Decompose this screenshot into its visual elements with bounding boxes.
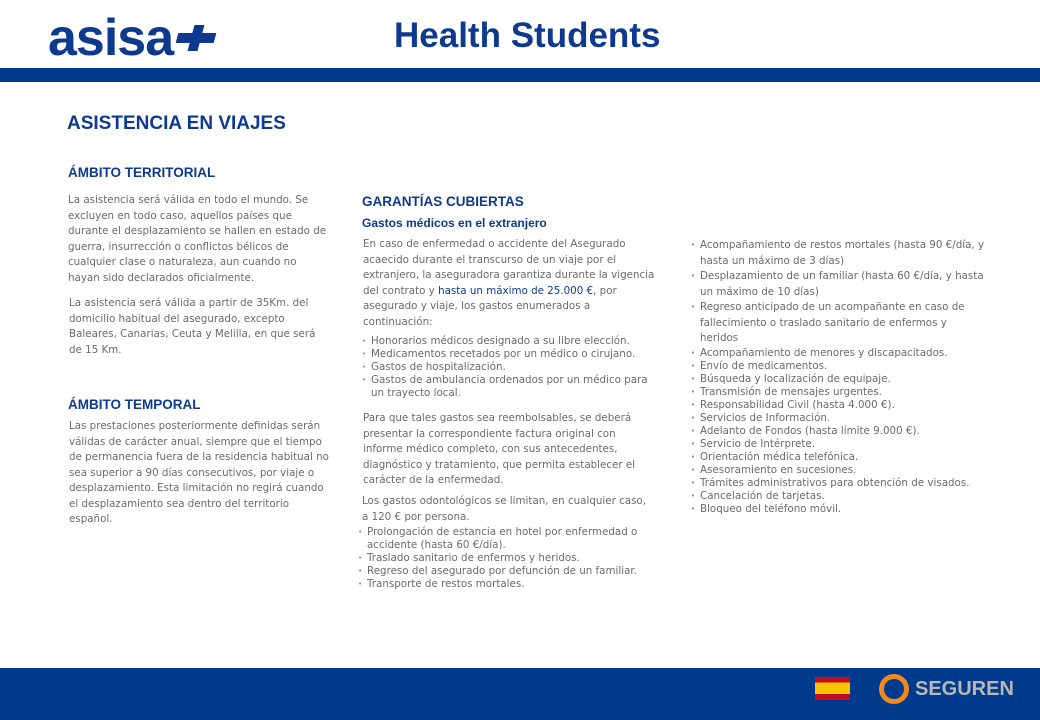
list-item: • Orientación médica telefónica.	[691, 451, 986, 464]
list-item: • Acompañamiento de restos mortales (hasta 90 €/día, y hasta un máximo de 3 días)	[691, 238, 986, 269]
list-item: • Servicio de Intérprete.	[691, 438, 986, 451]
ambito-territorial-distance: La asistencia será válida a partir de 35Km. del domicilio habitual del asegurado, excepto Baleares, Canarias, Ceuta y Melilla, en que será de 15 Km.	[69, 297, 316, 356]
list-item: • Búsqueda y localización de equipaje.	[691, 373, 986, 386]
garantias-intro: En caso de enfermedad o accidente del Asegurado acaecido durante el transcurso de un viaje por el extranjero, la aseguradora garantiza durante la vigencia del contrato y hasta un máximo de 25.000 €, por asegurado y viaje, los gastos enumerados a continuación:	[363, 238, 655, 328]
list-item: • Gastos de ambulancia ordenados por un médico para un trayecto local.	[362, 374, 652, 400]
odontologicos-text: Los gastos odontológicos se limitan, en cualquier caso, a 120 € por persona.	[362, 495, 647, 523]
plus-icon	[177, 25, 215, 49]
list-item: • Traslado sanitario de enfermos y heridos.	[358, 552, 653, 565]
list-item: • Trámites administrativos para obtención de visados.	[691, 477, 986, 490]
list-item: • Gastos de hospitalización.	[362, 361, 652, 374]
list-item: • Transporte de restos mortales.	[358, 578, 653, 591]
ambito-temporal-text: Las prestaciones posteriormente definidas serán válidas de carácter anual, siempre que el tiempo de permanencia fuera de la residencia habitual no sea superior a 90 días consecutivos, por viaje o desplazamiento. Esta limitación no regirá cuando el desplazamiento sea dentro del territorio español.	[69, 420, 329, 525]
seguren-logo-text: SEGUREN	[915, 678, 1014, 700]
gastos-medicos-subheading: Gastos médicos en el extranjero	[362, 216, 547, 230]
list-item: • Bloqueo del teléfono móvil.	[691, 503, 986, 516]
header-bar	[0, 68, 1040, 82]
asisa-logo: asisa	[48, 14, 215, 62]
list-item: • Servicios de Información.	[691, 412, 986, 425]
ambito-territorial-text: La asistencia será válida en todo el mundo. Se excluyen en todo caso, aquellos países que durante el desplazamiento se hallen en estado de guerra, insurrección o conflictos bélicos de cualquier clase o naturaleza, aun cuando no hayan sido declarados oficialmente.	[68, 194, 327, 284]
ambito-territorial-heading: ÁMBITO TERRITORIAL	[68, 165, 216, 180]
list-item: • Honorarios médicos designado a su libre elección.	[362, 335, 652, 348]
list-item: • Acompañamiento de menores y discapacitados.	[691, 347, 986, 360]
prestaciones-list	[358, 526, 653, 591]
list-item: • Adelanto de Fondos (hasta límite 9.000 €).	[691, 425, 986, 438]
list-item: • Prolongación de estancia en hotel por enfermedad o accidente (hasta 60 €/día).	[358, 526, 653, 552]
garantias-list	[691, 238, 986, 516]
list-item: • Desplazamiento de un familiar (hasta 60 €/día, y hasta un máximo de 10 días)	[691, 269, 986, 300]
header-title: Health Students	[394, 16, 661, 55]
garantias-heading: GARANTÍAS CUBIERTAS	[362, 194, 524, 209]
list-item: • Responsabilidad Civil (hasta 4.000 €).	[691, 399, 986, 412]
list-item: • Asesoramiento en sucesiones.	[691, 464, 986, 477]
seguren-logo-icon	[879, 674, 909, 704]
list-item: • Medicamentos recetados por un médico o cirujano.	[362, 348, 652, 361]
list-item: • Regreso anticipado de un acompañante en caso de fallecimiento o traslado sanitario de enfermos y heridos	[691, 300, 986, 347]
list-item: • Envío de medicamentos.	[691, 360, 986, 373]
reembolso-text: Para que tales gastos sea reembolsables, se deberá presentar la correspondiente factura original con informe médico completo, con sus antecedentes, diagnóstico y tratamiento, que permita establecer el carácter de la enfermedad.	[363, 412, 636, 486]
gastos-list	[362, 335, 652, 400]
list-item: • Cancelación de tarjetas.	[691, 490, 986, 503]
page-title: ASISTENCIA EN VIAJES	[67, 113, 286, 134]
ambito-temporal-heading: ÁMBITO TEMPORAL	[68, 397, 201, 412]
list-item: • Transmisión de mensajes urgentes.	[691, 386, 986, 399]
list-item: • Regreso del asegurado por defunción de un familiar.	[358, 565, 653, 578]
max-amount-highlight: hasta un máximo de 25.000 €	[438, 284, 594, 297]
spain-flag-icon	[815, 677, 850, 700]
